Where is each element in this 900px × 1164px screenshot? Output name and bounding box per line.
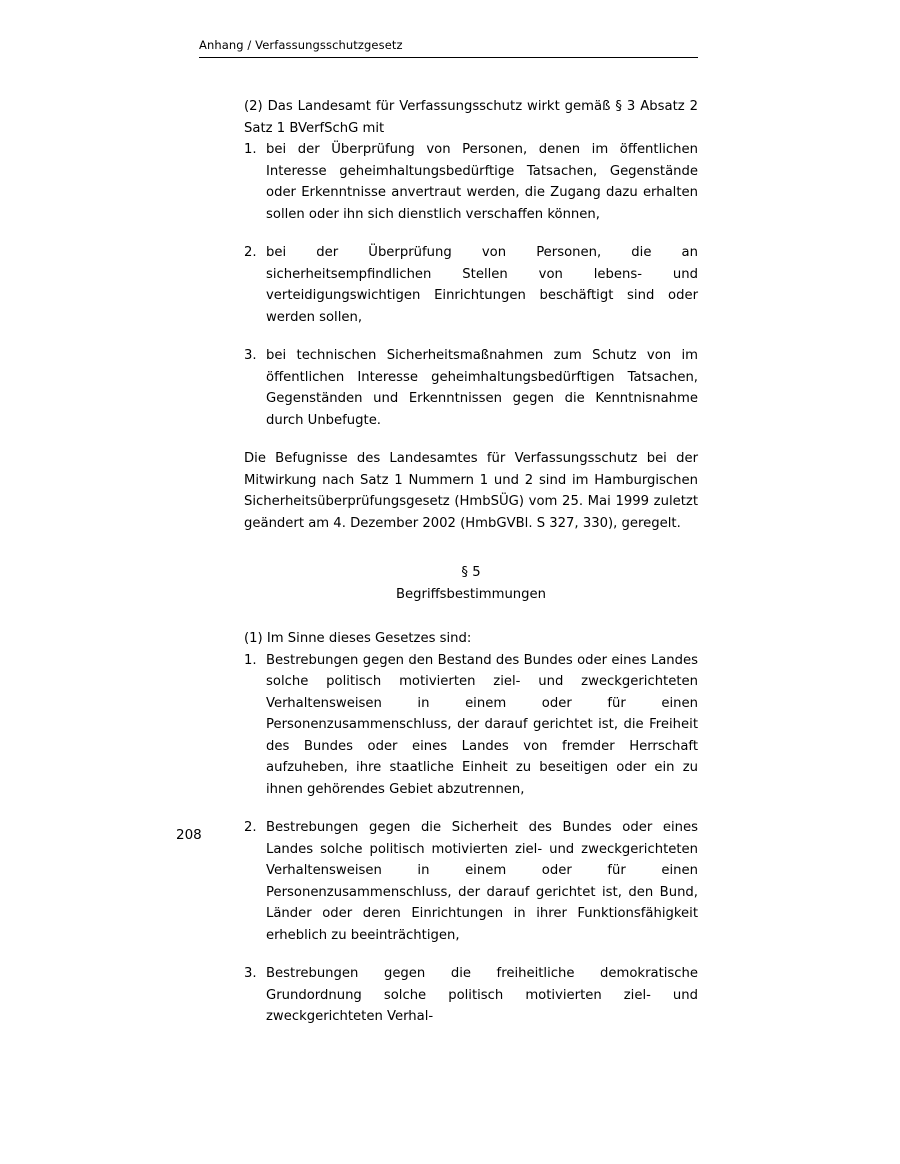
closing-paragraph: Die Befugnisse des Landesamtes für Verfassungsschutz bei der Mitwirkung nach Satz 1 Nummern 1 und 2 sind im Hamburgischen Sicherheitsüberprüfungsgesetz (HmbSÜG) vom 25. Mai 1999 zuletzt geändert am 4. Dezember 2002 (HmbGVBl. S 327, 330), geregelt.: [244, 451, 698, 531]
list-item-number: 1.: [244, 652, 257, 668]
list-item: [244, 345, 698, 431]
list-item-text: bei der Überprüfung von Personen, denen im öffentlichen Interesse geheimhaltungsbedürftige Tatsachen, Gegenstände oder Erkenntnisse anvertraut werden, die Zugang dazu erhalten sollen oder ihn sich dienstlich verschaffen können,: [266, 142, 698, 222]
page-number: 208: [176, 827, 202, 843]
page-body: [244, 96, 698, 1045]
list-item-text: bei der Überprüfung von Personen, die an sicherheitsempfindlichen Stellen von lebens- und verteidigungswichtigen Einrichtungen beschäftigt sind oder werden sollen,: [266, 245, 698, 325]
list-item-number: 3.: [244, 966, 257, 981]
list-item-text: Bestrebungen gegen die freiheitliche demokratische Grundordnung solche politisch motivierten ziel- und zweckgerichteten Verhal-: [266, 966, 698, 1024]
list-item-text: Bestrebungen gegen den Bestand des Bundes oder eines Landes solche politisch motivierten ziel- und zweckgerichteten Verhaltensweisen in einem oder für einen Personenzusammenschluss, der darauf gerichtet ist, die Freiheit des Bundes oder eines Landes von fremder Herrschaft aufzuheben, ihre staatliche Einheit zu beseitigen oder ein zu ihnen gehörendes Gebiet abzutrennen,: [266, 652, 698, 797]
list-item-text: bei technischen Sicherheitsmaßnahmen zum Schutz von im öffentlichen Interesse geheimhaltungsbedürftigen Tatsachen, Gegenständen und Erkenntnissen gegen die Kenntnisnahme durch Unbefugte.: [266, 348, 698, 428]
list-item-number: 2.: [244, 245, 257, 260]
section-intro-paragraph: (1) Im Sinne dieses Gesetzes sind:: [244, 631, 472, 646]
header-divider: [199, 57, 698, 58]
list-item-number: 3.: [244, 348, 257, 363]
list-item: [244, 650, 698, 801]
list-item: [244, 242, 698, 328]
list-item-number: 1.: [244, 142, 257, 157]
section-heading: [244, 562, 698, 605]
section-title: Begriffsbestimmungen: [395, 586, 546, 602]
list-item-text: Bestrebungen gegen die Sicherheit des Bundes oder eines Landes solche politisch motivierten ziel- und zweckgerichteten Verhaltensweisen in einem oder für einen Personenzusammenschluss, der darauf gerichtet ist, den Bund, Länder oder deren Einrichtungen in ihrer Funktionsfähigkeit erheblich zu beeinträchtigen,: [266, 820, 698, 943]
section-number: § 5: [461, 565, 481, 580]
running-head: Anhang / Verfassungsschutzgesetz: [199, 38, 403, 52]
intro-paragraph: (2) Das Landesamt für Verfassungsschutz wirkt gemäß § 3 Absatz 2 Satz 1 BVerfSchG mit: [244, 99, 698, 136]
list-item: [244, 963, 698, 1028]
list-item: [244, 139, 698, 225]
list-item-number: 2.: [244, 820, 257, 835]
list-item: [244, 817, 698, 946]
page-header: [199, 38, 698, 58]
